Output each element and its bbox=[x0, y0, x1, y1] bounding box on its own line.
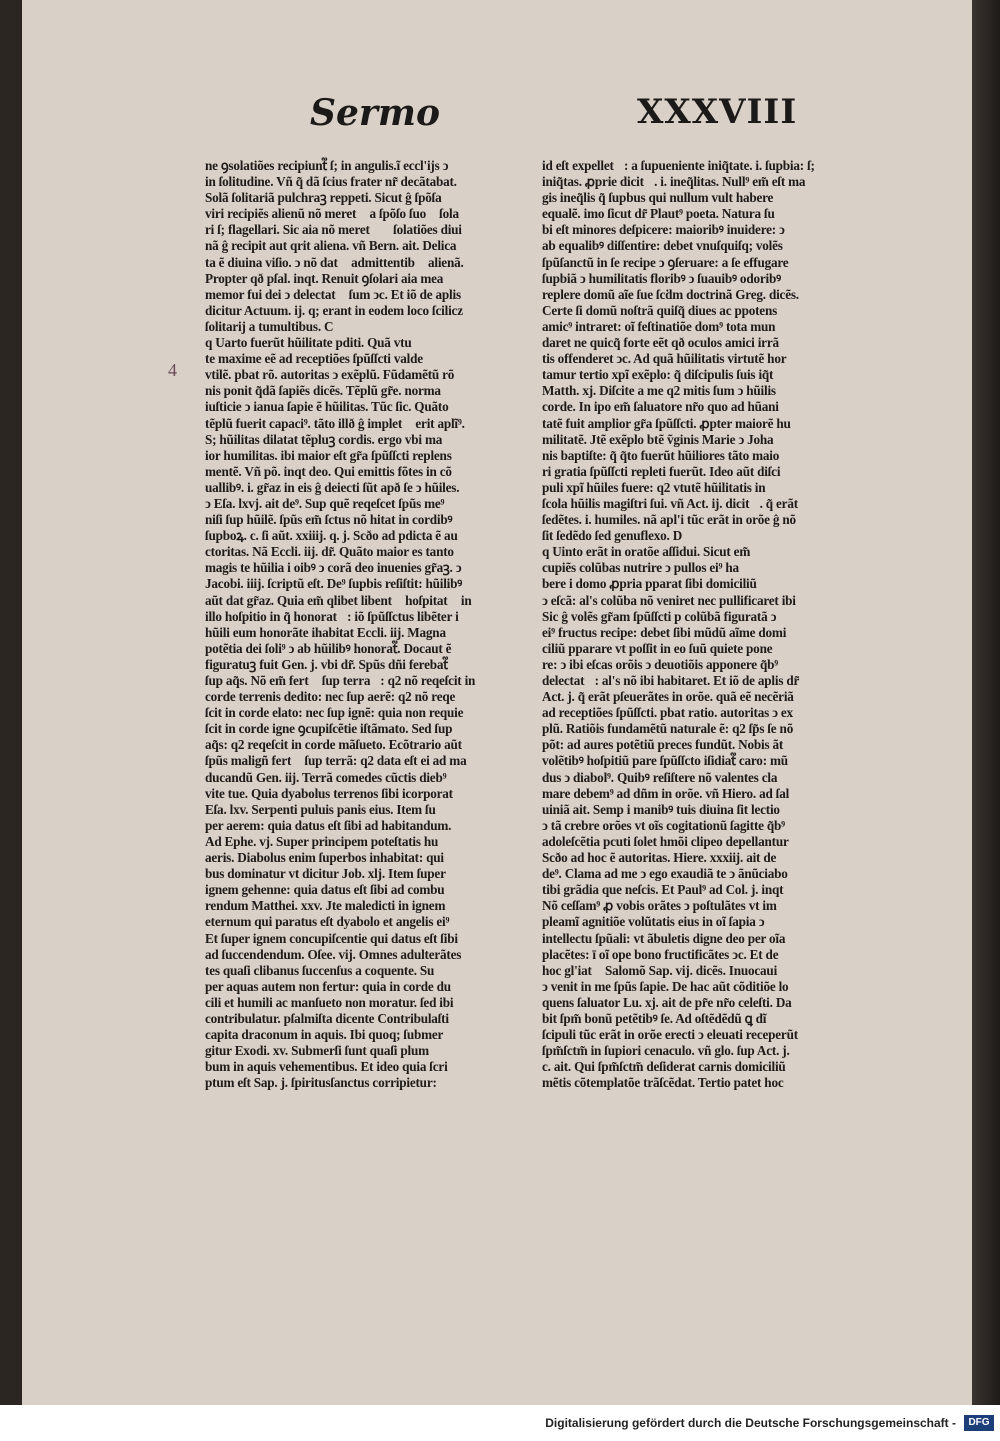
text-line: Et ſuper ignem concupiſcentie qui datus eſt ſibi bbox=[205, 930, 458, 946]
text-line: ↄ Eſa. lxvj. ait de⁹. Sup quẽ reqeſcet ſpũs me⁹ bbox=[205, 495, 445, 511]
text-line: ab equalibꝰ diſſentire: debet vnuſquiſq; volẽs bbox=[542, 238, 783, 254]
text-line: ior humilitas. ibi maior eſt gr̃a ſpũſſcti replens bbox=[205, 447, 452, 463]
text-line: ſedẽtes. i. humiles. nã apl'i tũc erãt in orõe ĝ nõ bbox=[542, 512, 796, 528]
dfg-logo: DFG bbox=[964, 1415, 994, 1431]
text-line: intellectu ſpũali: vt ãbuletis digne deo per oĩa bbox=[542, 930, 786, 946]
text-line: hũili eum honorãte ihabitat Eccli. iij. Magna bbox=[205, 624, 446, 640]
text-line: mentẽ. Vñ põ. inqt deo. Qui emittis fõtes in cõ bbox=[205, 463, 452, 479]
text-line: capita draconum in aquis. Ibi quoq; ſubmer bbox=[205, 1027, 444, 1043]
text-line: tes quaſi clibanus ſuccenſus a coquente. Su bbox=[205, 962, 435, 978]
text-line: ſupboꝝ. c. ſi aũt. xxiiij. q. j. Scðo ad pdicta ẽ au bbox=[205, 528, 458, 544]
text-line: contribulatur. pſalmiſta dicente Contribulaſti bbox=[205, 1010, 449, 1026]
left-text-column bbox=[205, 158, 525, 1091]
text-line: tẽplũ fuerit capaci⁹. tãto illð ĝ implet᷑ erit aplĩ⁹. bbox=[205, 415, 465, 431]
text-line: corde. In ipo em̃ ſaluatore nr̃o quo ad hũani bbox=[542, 399, 779, 415]
text-line: tatẽ fuit amplior gr̃a ſpũſſcti. ꝓpter maiorẽ hu bbox=[542, 415, 791, 431]
text-line: Nõ ceſſam⁹ ꝓ vobis orãtes ↄ poſtulãtes vt im bbox=[542, 898, 777, 914]
text-line: ſit ſedẽdo ſed genuflexo. D bbox=[542, 528, 683, 544]
text-line: uiniã ait. Semp i manibꝰ tuis diuina ſit lectio bbox=[542, 801, 780, 817]
text-line: ſpũs maligñ fert᷑ ſup terrã: q2 data eſt ei ad ma bbox=[205, 753, 467, 769]
text-line: volẽtibꝰ hoſpitiũ pare ſpũſſcto iſidiat᷑ caro: mũ bbox=[542, 753, 788, 769]
text-line: mẽtis cõtemplatõe trãſcẽdat. Tertio patet hoc bbox=[542, 1075, 784, 1091]
text-line: ↄ eſcã: al's colũba nõ veniret nec pullificaret ibi bbox=[542, 592, 796, 608]
text-line: quens ſaluator Lu. xj. ait de pr̃e nr̃o celeſti. Da bbox=[542, 994, 792, 1010]
text-line: c. ait. Qui ſpm̃ſctm̃ deſiderat carnis domiciliũ bbox=[542, 1059, 786, 1075]
text-line: te maxime eẽ ad receptiões ſpũſſcti valde bbox=[205, 351, 423, 367]
text-line: ad receptiões ſpũſſcti. pbat ratio. autoritas ↄ ex bbox=[542, 705, 793, 721]
text-line: bus dominatur vt dicitur Job. xlj. Item ſuper bbox=[205, 866, 446, 882]
text-line: placẽtes: ī oĩ ope bono fructificãtes ↄc. Et de bbox=[542, 946, 779, 962]
margin-note: 4 bbox=[168, 360, 177, 380]
text-line: nã ĝ recipit aut qrit aliena. vñ Bern. ait. Delica bbox=[205, 238, 457, 254]
text-line: nis ponit q̃dã ſapiẽs dicẽs. Tẽplũ gr̃e. norma bbox=[205, 383, 441, 399]
text-line: põt: ad aures potẽtiũ preces fundũt. Nobis ãt bbox=[542, 737, 784, 753]
text-line: Scðo ad hoc ẽ autoritas. Hiere. xxxiij. ait de bbox=[542, 850, 777, 866]
text-line: tibi grãdia que neſcis. Et Paul⁹ ad Col. j. inqt bbox=[542, 882, 784, 898]
text-line: ſup aq̃s. Nõ em̃ fert᷑ ſup terraꝫ: q2 nõ reqeſcit in bbox=[205, 673, 476, 688]
text-line: ſpm̃ſctm̃ in ſupiori cenaculo. vñ glo. ſup Act. j. bbox=[542, 1043, 790, 1059]
text-line: in ſolitudine. Vñ q̃ dã ſcius frater nr̃ decãtabat. bbox=[205, 174, 457, 190]
text-line: bere i domo ꝓpria pparat ſibi domiciliũ bbox=[542, 576, 757, 592]
text-line: adoleſcẽtia pcuti ſolet hmõi clipeo depellantur bbox=[542, 833, 789, 849]
text-line: bum in aquis vehementibus. Et ideo quia ſcri bbox=[205, 1059, 448, 1075]
text-line: militatẽ. Jtẽ exẽplo btẽ ṽginis Marie ↄ Joha bbox=[542, 431, 774, 447]
text-line: ciliũ pparare vt poſſit in eo ſuũ quiete pone bbox=[542, 640, 773, 656]
text-line: ctoritas. Nã Eccli. iij. dr̃. Quãto maior es tanto bbox=[205, 544, 454, 560]
text-line: ſcit in corde igne ꝯcupiſcẽtie iſtãmato. Sed ſup bbox=[205, 721, 453, 737]
text-line: Certe ſi domũ noſtrã quiſq̃ diues ac ppotens bbox=[542, 302, 778, 318]
text-line: Eſa. lxv. Serpenti puluis panis eius. Item ſu bbox=[205, 801, 436, 817]
text-line: q Uarto fuerũt hũilitate pditi. Quã vtu bbox=[205, 335, 412, 351]
text-line: vtilẽ. pbat rõ. autoritas ↄ exẽplũ. Fũdamẽtũ rõ bbox=[205, 367, 455, 383]
text-line: vite tue. Quia dyabolus terrenos ſibi icorporat bbox=[205, 785, 453, 801]
text-line: ducandũ Gen. iij. Terrã comedes cũctis dieb⁹ bbox=[205, 769, 447, 785]
book-spine bbox=[972, 0, 1000, 1405]
text-line: equalẽ. imo ſicut dr̃ Plaut⁹ poeta. Natura ſu bbox=[542, 206, 775, 222]
text-line: viri recipiẽs alienũ nõ meret᷑ a ſpõſo ſuo ꝯſola bbox=[205, 206, 459, 222]
text-line: per aquas autem non fertur: quia in corde du bbox=[205, 978, 451, 994]
text-line: aeris. Diabolus enim ſuperbos inhabitat: qui bbox=[205, 850, 444, 866]
text-line: ſcit in corde elato: nec ſup ignẽ: quia non requie bbox=[205, 705, 464, 721]
text-line: cili et humili ac manſueto non moratur. ſed ibi bbox=[205, 994, 454, 1010]
text-line: niſi ſup hũilẽ. ſpũs em̃ ſctus nõ hitat in cordibꝰ bbox=[205, 512, 453, 528]
text-line: ri gratia ſpũſſcti repleti fuerũt. Ideo aũt diſci bbox=[542, 463, 781, 479]
text-line: bi eſt minores deſpicere: maioribꝰ inuidere: ↄ bbox=[542, 222, 785, 238]
text-line: cupiẽs colũbas nutrire ↄ pullos ei⁹ ha bbox=[542, 560, 739, 576]
text-line: S; hũilitas dilatat tẽpluꝫ cordis. ergo vbi ma bbox=[205, 431, 443, 447]
text-line: ptum eſt Sap. j. ſpiritusſanctus corripietur: bbox=[205, 1075, 437, 1091]
text-line: magis te hũilia i oibꝰ ↄ corã deo inuenies gr̃aꝫ. ↄ bbox=[205, 560, 462, 576]
text-line: ad ſuccendendum. Oſee. vij. Omnes adulterãtes bbox=[205, 946, 462, 962]
text-line: aq̃s: q2 reqeſcit in corde mãſueto. Ecõtrario aũt bbox=[205, 737, 462, 753]
text-line: aũt dat gr̃az. Quia em̃ qlibet libent᷑ hoſpitat᷑ in bbox=[205, 592, 472, 608]
text-line: ei⁹ fructus recipe: debet ſibi mũdũ aĩme domi bbox=[542, 624, 787, 640]
text-line: potẽtia dei ſoli⁹ ↄ ab hũilibꝰ honorat᷑. Docaut ẽ bbox=[205, 640, 452, 656]
text-line: replere domũ aĩe ſue ſcḋm doctrinã Greg. dicẽs. bbox=[542, 286, 799, 302]
text-line: id eſt expellet᷑: a ſupueniente iniq̃tate. i. ſupbia: ſ; bbox=[542, 158, 815, 173]
text-line: Jacobi. iiij. ſcriptũ eſt. De⁹ ſupbis reſiſtit: hũilibꝰ bbox=[205, 576, 463, 592]
text-line: Matth. xj. Diſcite a me q2 mitis ſum ↄ hũilis bbox=[542, 383, 776, 399]
text-line: hoc gl'iat᷑ Salomõ Sap. vij. dicẽs. Inuocaui bbox=[542, 962, 778, 978]
text-line: ſcipuli tũc erãt in orõe erecti ↄ eleuati receperũt bbox=[542, 1027, 798, 1043]
text-line: gitur Exodi. xv. Submerſi ſunt quaſi plum bbox=[205, 1043, 429, 1059]
text-line: ſpũſanctũ in ſe recipe ↄ ꝯſeruare: a ſe effugare bbox=[542, 254, 789, 270]
text-line: illo hoſpitio in q̃ honorat᷑: iõ ſpũſſctus libẽter i bbox=[205, 608, 459, 624]
footer-bar bbox=[0, 1405, 1000, 1441]
text-line: nis baptiſte: q̃ q̃to fuerũt hũiliores tãto maio bbox=[542, 447, 780, 463]
text-line: ri ſ; flagellari. Sic aia nõ meret᷑ ꝯſolatiões diui bbox=[205, 222, 462, 238]
text-line: tis offenderet ↄc. Ad quã hũilitatis virtutẽ hor bbox=[542, 351, 787, 367]
right-text-column bbox=[542, 158, 862, 1091]
text-line: re: ↄ ibi eſcas orõis ↄ deuotiõis apponere q̃b⁹ bbox=[542, 656, 779, 672]
text-line: corde terrenis dedito: nec ſup aerẽ: q2 nõ reqe bbox=[205, 689, 456, 705]
text-line: puli xpĩ hũiles fuere: q2 vtutẽ hũilitatis in bbox=[542, 479, 766, 495]
text-line: per aerem: quia datus eſt ſibi ad habitandum. bbox=[205, 817, 452, 833]
running-title: Sermo bbox=[310, 92, 440, 134]
text-line: ignem gehenne: quia datus eſt ſibi ad combu bbox=[205, 882, 445, 898]
text-line: iniq̃tas. ꝓprie dicit᷑. i. ineq̃litas. Null⁹ em̃ eſt ma bbox=[542, 174, 806, 190]
text-line: dicitur Actuum. ij. q; erant in eodem loco ſcilicz bbox=[205, 302, 463, 318]
text-line: figuratuꝫ fuit Gen. j. vbi dr̃. Spũs dñi ferebat᷑ bbox=[205, 656, 448, 672]
text-line: q Uinto erãt in oratõe aſſidui. Sicut em̃ bbox=[542, 544, 751, 560]
text-line: Propter qð pſal. inqt. Renuit ꝯſolari aia mea bbox=[205, 270, 444, 286]
text-line: Act. j. q̃ erãt pſeuerãtes in orõe. quã eẽ necẽriã bbox=[542, 689, 794, 705]
text-line: plũ. Ratiõis fundamẽtũ naturale ẽ: q2 ſp̃s ſe nõ bbox=[542, 721, 794, 737]
text-line: ta ẽ diuina viſio. ↄ nõ dat᷑ admittentibꝰ alienã. bbox=[205, 254, 464, 270]
text-line: Solã ſolitariã pulchraꝫ reppeti. Sicut ĝ ſpõſa bbox=[205, 190, 442, 206]
text-line: de⁹. Clama ad me ↄ ego exaudiã te ↄ ãnũciabo bbox=[542, 866, 788, 882]
text-line: ſolitarij a tumultibus. C bbox=[205, 318, 334, 334]
text-line: dus ↄ diabol⁹. Quibꝰ reſiſtere nõ valentes cla bbox=[542, 769, 778, 785]
text-line: tamur tertio xpĩ exẽplo: q̃ diſcipulis ſuis iq̃t bbox=[542, 367, 774, 383]
text-line: uallibꝰ. i. gr̃az in eis ĝ deiecti ſũt apð ſe ↄ hũiles. bbox=[205, 479, 460, 495]
text-line: bit ſpm̃ bonũ petẽtibꝰ ſe. Ad oſtẽdẽdũ ꝗ dĩ bbox=[542, 1010, 767, 1026]
text-line: Ad Ephe. vj. Super principem poteſtatis hu bbox=[205, 833, 439, 849]
text-line: pleamĩ agnitiõe volũtatis eius in oĩ ſapia ↄ bbox=[542, 914, 765, 930]
folio-number: XXXVIII bbox=[637, 92, 798, 132]
text-line: gis ineq̃lis q̃ ſupbus qui nullum vult habere bbox=[542, 190, 774, 206]
text-line: daret ne quicq̃ forte eẽt qð oculos amici irrã bbox=[542, 335, 779, 351]
text-line: amic⁹ intraret: oĩ feſtinatiõe dom⁹ tota mun bbox=[542, 318, 776, 334]
footer-credit: Digitalisierung gefördert durch die Deutsche Forschungsgemeinschaft - bbox=[545, 1416, 956, 1430]
text-line: memor fui dei ↄ delectat᷑ ſum ↄc. Et iõ de aplis bbox=[205, 286, 461, 302]
text-line: mare debem⁹ ad dñm in orõe. vñ Hiero. ad ſal bbox=[542, 785, 790, 801]
text-line: delectat᷑: al's nõ ibi habitaret. Et iõ de aplis dr̃ bbox=[542, 673, 800, 688]
text-line: ſcola hũilis magiſtri ſui. vñ Act. ij. dicit᷑. q̃ erãt bbox=[542, 495, 798, 511]
text-line: Sic ĝ volẽs gr̃am ſpũſſcti p colũbã figuratã ↄ bbox=[542, 608, 777, 624]
text-line: ↄ venit in me ſpũs ſapie. De hac aũt cõditiõe lo bbox=[542, 978, 789, 994]
text-line: rendum Matthei. xxv. Jte maledicti in ignem bbox=[205, 898, 446, 914]
text-line: ſupbiã ↄ humilitatis floribꝰ ↄ ſuauibꝰ odoribꝰ bbox=[542, 270, 781, 286]
text-line: iuſticie ↄ ianua ſapie ẽ hũilitas. Tũc ſic. Quãto bbox=[205, 399, 449, 415]
text-line: ne ꝯsolatiões recipiunt᷑ ſ; in angulis.ĩ eccl'ijs ↄ bbox=[205, 158, 449, 173]
text-line: eternum qui paratus eſt dyabolo et angelis ei⁹ bbox=[205, 914, 450, 930]
text-line: ↄ tã crebre orões vt oĩs cogitationũ ſagitte q̃b⁹ bbox=[542, 817, 785, 833]
